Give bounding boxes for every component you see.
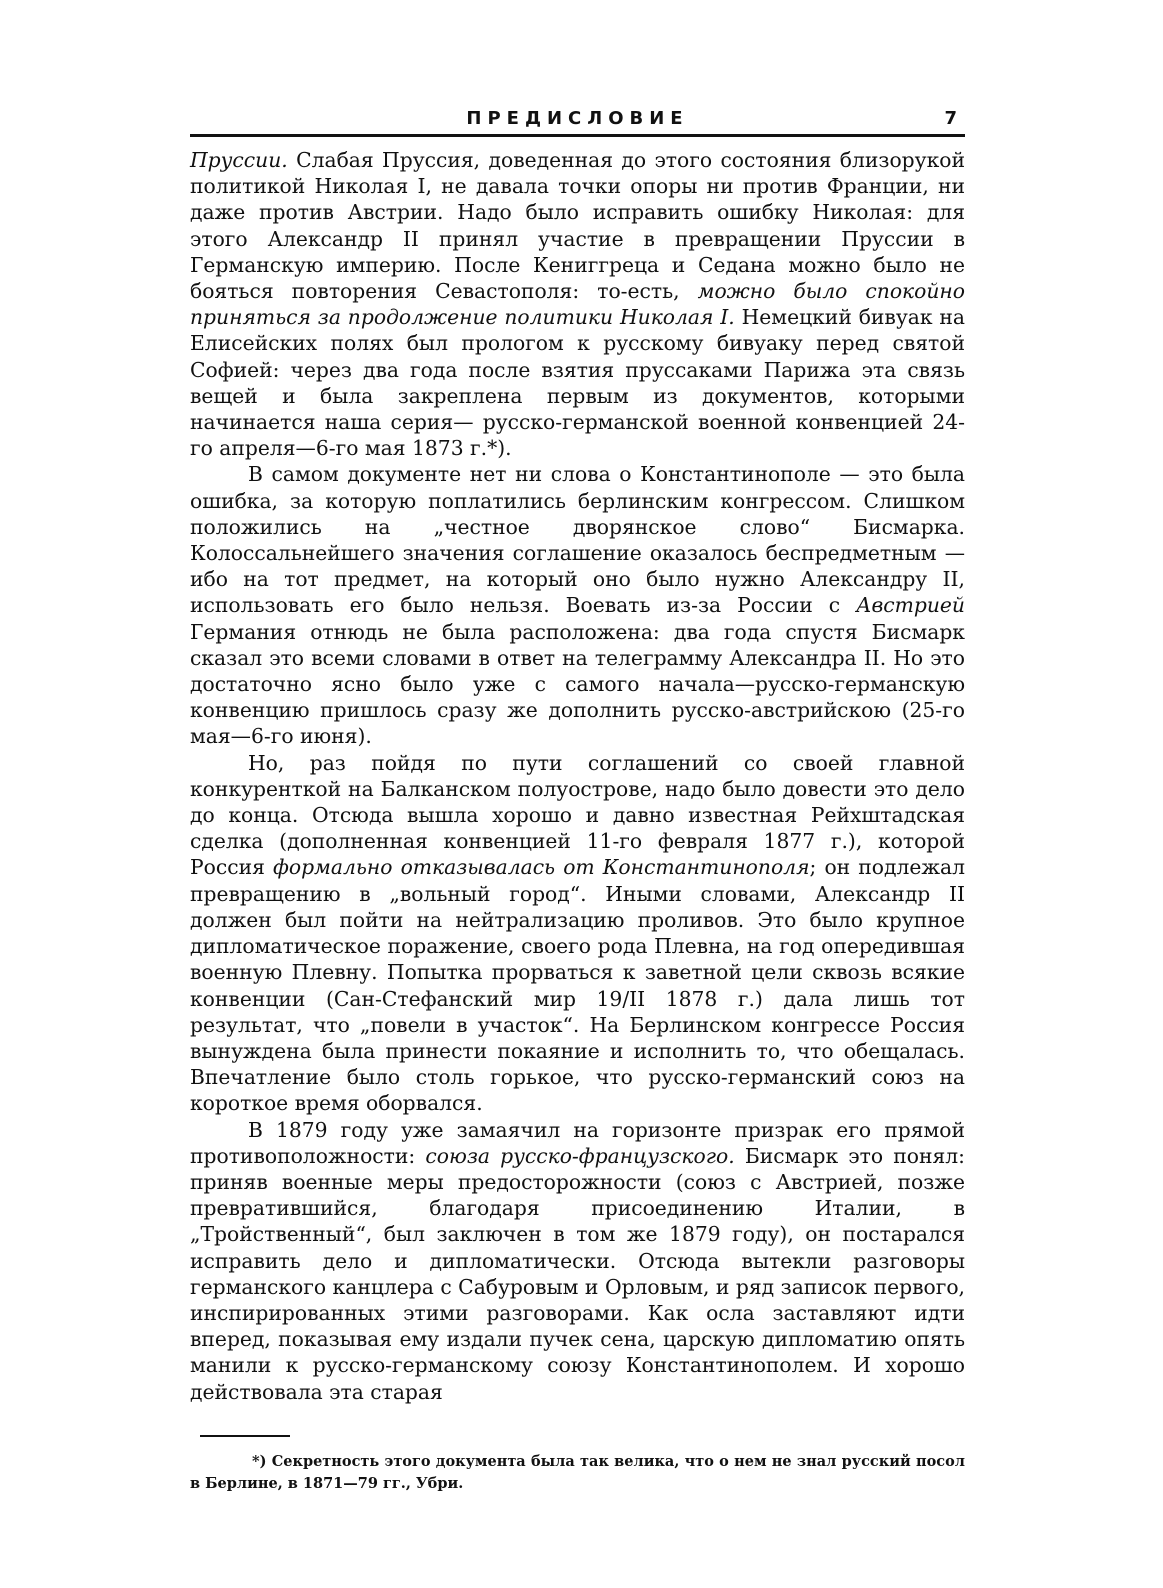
text-run: Но, раз пойдя по пути соглашений со своей главной конкуренткой на Балканском полуострове, надо было довести это дело до конца. Отсюда вышла хорошо и давно известная Рейхштадская сделка (дополненная конвенцией 11-го февраля 1877 г.), которой Россия: [190, 750, 965, 880]
text-run: В 1879 году уже замаячил на горизонте призрак его прямой противоположности:: [190, 1117, 965, 1168]
text-run: Германия отнюдь не была расположена: два года спустя Бисмарк сказал это всеми словами в ответ на телеграмму Александра II. Но это достаточно ясно было уже с самого начала—русско-германскую конвенцию пришлось сразу же дополнить русско-австрийскою (25-го мая—6-го июня).: [190, 619, 965, 749]
page-number: 7: [944, 108, 957, 129]
italic-text: Пруссии.: [190, 148, 288, 172]
text-run: Бисмарк это понял: приняв военные меры предосторожности (союз с Австрией, позже превратившийся, благодаря присоединению Италии, в „Тройственный“, был заключен в том же 1879 году), он постарался исправить дело и дипломатически. Отсюда вытекли разговоры германского канцлера с Сабуровым и Орловым, и ряд записок первого, инспирированных этими разговорами. Как осла заставляют идти вперед, показывая ему издали пучек сена, царскую дипломатию опять манили к русско-германскому союзу Константинополем. И хорошо действовала эта старая: [190, 1143, 965, 1404]
footnote-rule: [200, 1435, 290, 1437]
running-title: ПРЕДИСЛОВИЕ: [466, 108, 689, 129]
text-run: ; он подлежал превращению в „вольный город“. Иными словами, Александр II должен был пойти на нейтрализацию проливов. Это было крупное дипломатическое поражение, своего рода Плевна, на год опередившая военную Плевну. Попытка прорваться к заветной цели сквозь всякие конвенции (Сан-Стефанский мир 19/II 1878 г.) дала лишь тот результат, что „повели в участок“. На Берлинском конгрессе Россия вынуждена была принести покаяние и исполнить то, что обещалась. Впечатление было столь горькое, что русско-германский союз на короткое время оборвался.: [190, 855, 965, 1116]
book-page: [190, 100, 965, 1495]
paragraph: [190, 1117, 965, 1405]
text-run: В самом документе нет ни слова о Константинополе — это была ошибка, за которую поплатились берлинским конгрессом. Слишком положились на „честное дворянское слово“ Бисмарка. Колоссальнейшего значения соглашение оказалось беспредметным — ибо на тот предмет, на который оно было нужно Александру II, использовать его было нельзя. Воевать из-за России с: [190, 462, 965, 618]
paragraph: [190, 461, 965, 749]
body-text: [190, 147, 965, 1405]
paragraph: [190, 750, 965, 1117]
footnote: *) Секретность этого документа была так велика, что о нем не знал русский посол в Берлине, в 1871—79 гг., Убри.: [190, 1452, 965, 1492]
text-run: Немецкий бивуак на Елисейских полях был прологом к русскому бивуаку перед святой Софией: через два года после взятия пруссаками Парижа эта связь вещей и была закреплена первым из документов, которыми начинается наша серия— русско-германской военной конвенцией 24-го апреля—6-го мая 1873 г.*).: [190, 305, 965, 461]
italic-text: можно было спокойно приняться за продолжение политики Николая I.: [190, 279, 965, 330]
italic-text: формально отказывалась от Константинополя: [272, 855, 810, 880]
italic-text: Австрией: [856, 593, 965, 618]
text-run: Слабая Пруссия, доведенная до этого состояния близорукой политикой Николая I, не давала точки опоры ни против Франции, ни даже против Австрии. Надо было исправить ошибку Николая: для этого Александр II принял участие в превращении Пруссии в Германскую империю. После Кениггреца и Седана можно было не бояться повторения Севастополя: то-есть,: [190, 148, 965, 304]
header-rule: [190, 134, 965, 137]
paragraph: [190, 147, 965, 461]
italic-text: союза русско-французского.: [425, 1143, 735, 1168]
page-header: [190, 100, 965, 134]
